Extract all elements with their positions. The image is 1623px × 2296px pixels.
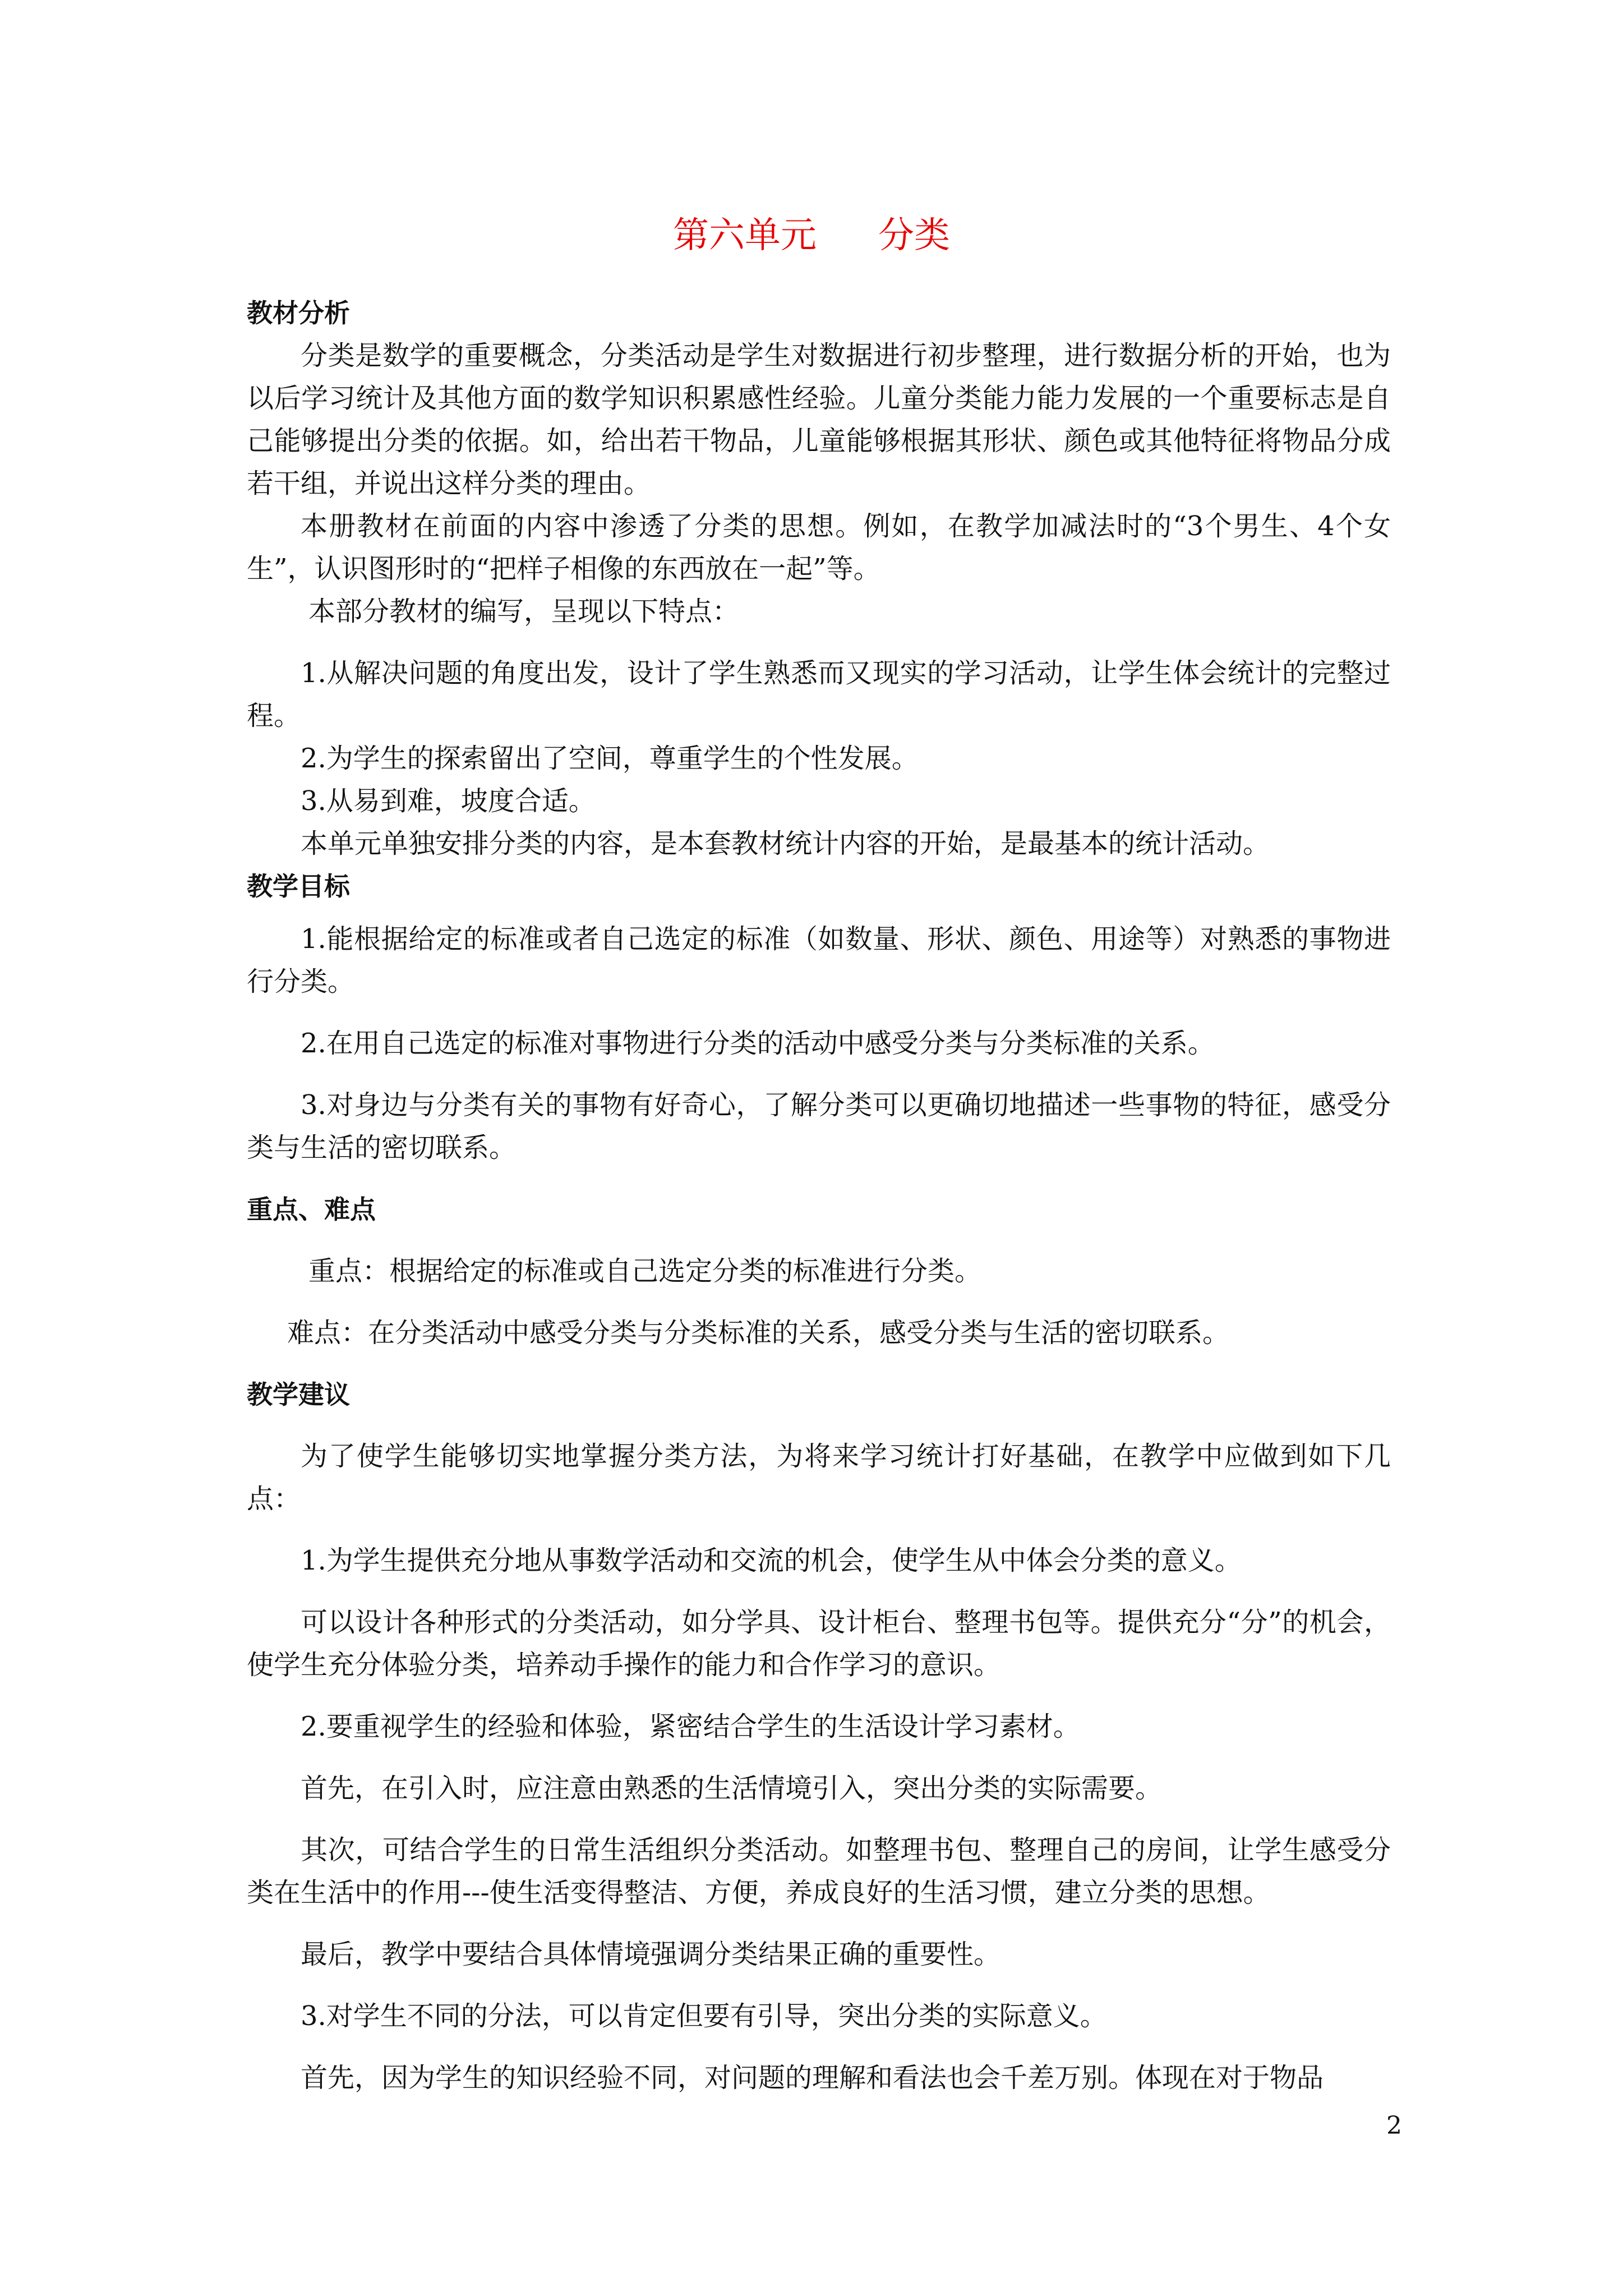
suggestion-intro: 为了使学生能够切实地掌握分类方法，为将来学习统计打好基础，在教学中应做到如下几点： — [247, 1441, 1391, 1515]
suggestion-item-3: 3.对学生不同的分法，可以肯定但要有引导，突出分类的实际意义。 — [301, 2000, 1107, 2032]
analysis-paragraph-1: 分类是数学的重要概念，分类活动是学生对数据进行初步整理，进行数据分析的开始，也为以后学习统计及其他方面的数学知识积累感性经验。儿童分类能力能力发展的一个重要标志是自己能够提出分类的依据。如，给出若干物品，儿童能够根据其形状、颜色或其他特征将物品分成若干组，并说出这样分类的理由。 — [247, 340, 1391, 499]
document-body — [247, 292, 1391, 2099]
suggestion-item-3-detail: 首先，因为学生的知识经验不同，对问题的理解和看法也会千差万别。体现在对于物品 — [301, 2062, 1324, 2093]
analysis-paragraph-4: 本单元单独安排分类的内容，是本套教材统计内容的开始，是最基本的统计活动。 — [301, 828, 1270, 859]
suggestion-detail-1: 可以设计各种形式的分类活动，如分学具、设计柜台、整理书包等。提供充分“分”的机会，使学生充分体验分类，培养动手操作的能力和合作学习的意识。 — [247, 1607, 1391, 1681]
goal-item-1: 1.能根据给定的标准或者自己选定的标准（如数量、形状、颜色、用途等）对熟悉的事物进行分类。 — [247, 923, 1391, 997]
title-topic: 分类 — [878, 215, 950, 256]
section-heading-key-points: 重点、难点 — [247, 1194, 376, 1225]
suggestion-second: 其次，可结合学生的日常生活组织分类活动。如整理书包、整理自己的房间，让学生感受分类在生活中的作用---使生活变得整洁、方便，养成良好的生活习惯，建立分类的思想。 — [247, 1834, 1391, 1908]
key-point: 重点：根据给定的标准或自己选定分类的标准进行分类。 — [308, 1255, 982, 1287]
section-heading-analysis: 教材分析 — [247, 298, 350, 328]
suggestion-item-2: 2.要重视学生的经验和体验，紧密结合学生的生活设计学习素材。 — [301, 1711, 1080, 1742]
analysis-feature-1: 1.从解决问题的角度出发，设计了学生熟悉而又现实的学习活动，让学生体会统计的完整过程。 — [247, 657, 1391, 731]
page-title — [0, 213, 1623, 258]
goal-item-3: 3.对身边与分类有关的事物有好奇心，了解分类可以更确切地描述一些事物的特征，感受分类与生活的密切联系。 — [247, 1089, 1391, 1163]
difficult-point: 难点：在分类活动中感受分类与分类标准的关系，感受分类与生活的密切联系。 — [287, 1317, 1230, 1349]
analysis-feature-3: 3.从易到难，坡度合适。 — [301, 785, 596, 817]
analysis-paragraph-3: 本部分教材的编写，呈现以下特点： — [308, 596, 740, 627]
analysis-feature-2: 2.为学生的探索留出了空间，尊重学生的个性发展。 — [301, 743, 919, 774]
goal-item-2: 2.在用自己选定的标准对事物进行分类的活动中感受分类与分类标准的关系。 — [301, 1028, 1215, 1059]
page-number: 2 — [1386, 2111, 1402, 2140]
title-unit: 第六单元 — [673, 215, 817, 256]
analysis-paragraph-2: 本册教材在前面的内容中渗透了分类的思想。例如，在教学加减法时的“3个男生、4个女生”，认识图形时的“把样子相像的东西放在一起”等。 — [247, 510, 1391, 585]
suggestion-item-1: 1.为学生提供充分地从事数学活动和交流的机会，使学生从中体会分类的意义。 — [301, 1545, 1242, 1576]
section-heading-suggestions: 教学建议 — [247, 1379, 350, 1410]
suggestion-first: 首先，在引入时，应注意由熟悉的生活情境引入，突出分类的实际需要。 — [301, 1773, 1163, 1804]
suggestion-last: 最后，教学中要结合具体情境强调分类结果正确的重要性。 — [301, 1939, 1001, 1970]
section-heading-goals: 教学目标 — [247, 871, 350, 901]
